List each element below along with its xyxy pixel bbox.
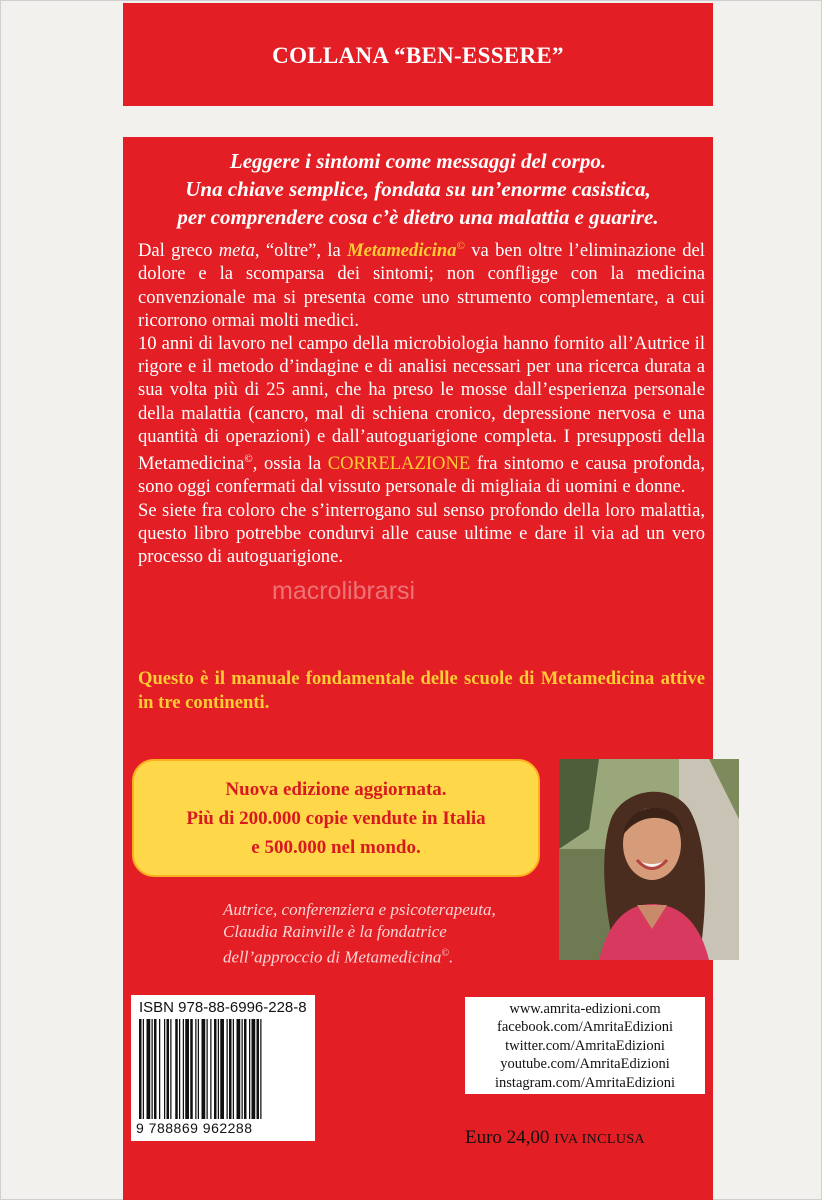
description-body (138, 235, 705, 568)
paragraph-1: Dal greco meta, “oltre”, la Metamedicina© va ben oltre l’eliminazione del dolore e la scomparsa dei sintomi; non confligge con la medicina convenzionale ma si presenta come uno strumento complementare, a cui ricorrono ormai molti medici. (138, 240, 705, 331)
barcode-bar (244, 1019, 247, 1119)
correlazione-highlight: CORRELAZIONE (327, 453, 471, 475)
barcode-bar (218, 1019, 219, 1119)
promo-line-3: e 500.000 nel mondo. (251, 837, 421, 858)
link-twitter[interactable]: twitter.com/AmritaEdizioni (505, 1037, 665, 1054)
barcode-bar (159, 1019, 160, 1119)
barcode-bar (170, 1019, 171, 1119)
price (465, 1127, 645, 1149)
barcode-bar (257, 1019, 260, 1119)
barcode-bar (152, 1019, 153, 1119)
barcode-bar (242, 1019, 243, 1119)
barcode-bar (260, 1019, 261, 1119)
barcode-bar (198, 1019, 199, 1119)
barcode-bar (190, 1019, 193, 1119)
barcode-bar (220, 1019, 224, 1119)
barcode-bars (137, 1019, 309, 1119)
intro-tagline (123, 147, 713, 231)
paragraph-3: Se siete fra coloro che s’interrogano sul senso profondo della loro malattia, questo libro potrebbe condurvi alle cause ultime e dare il via ad un vero processo di autoguarigione. (138, 499, 705, 568)
publisher-links (465, 997, 705, 1094)
isbn-barcode (131, 995, 315, 1141)
series-title: COLLANA “BEN-ESSERE” (272, 43, 564, 68)
barcode-bar (185, 1019, 189, 1119)
barcode-bar (214, 1019, 217, 1119)
barcode-bar (249, 1019, 250, 1119)
barcode-bar (233, 1019, 234, 1119)
link-facebook[interactable]: facebook.com/AmritaEdizioni (497, 1019, 673, 1036)
price-vat-note: IVA INCLUSA (554, 1132, 646, 1147)
barcode-bar (175, 1019, 178, 1119)
barcode-bar (167, 1019, 170, 1119)
barcode-bar (237, 1019, 241, 1119)
barcode-bar (179, 1019, 180, 1119)
brand-metamedicina: Metamedicina (347, 240, 457, 262)
promo-line-2: Più di 200.000 copie vendute in Italia (186, 808, 486, 829)
barcode-bar (154, 1019, 157, 1119)
promo-line-1: Nuova edizione aggiornata. (225, 779, 447, 800)
intro-line-1: Leggere i sintomi come messaggi del corpo. (229, 149, 607, 173)
promo-box (132, 759, 540, 877)
barcode-bar (143, 1019, 144, 1119)
barcode-bar (252, 1019, 256, 1119)
manual-statement: Questo è il manuale fondamentale delle scuole di Metamedicina attive in tre continenti. (138, 668, 705, 713)
barcode-bar (183, 1019, 184, 1119)
barcode-bar (139, 1019, 142, 1119)
barcode-bar (164, 1019, 165, 1119)
barcode-bar (227, 1019, 228, 1119)
watermark: macrolibrarsi (272, 577, 416, 605)
barcode-bar (195, 1019, 196, 1119)
intro-line-2: Una chiave semplice, fondata su un’enorme casistica, (185, 177, 651, 201)
author-photo (559, 759, 739, 960)
link-youtube[interactable]: youtube.com/AmritaEdizioni (500, 1056, 670, 1073)
barcode-bar (207, 1019, 208, 1119)
link-instagram[interactable]: instagram.com/AmritaEdizioni (495, 1074, 675, 1091)
link-website[interactable]: www.amrita-edizioni.com (509, 1001, 661, 1017)
author-bio: Autrice, conferenziera e psicoterapeuta, Claudia Rainville è la fondatrice dell’approccio di Metamedicina©. (223, 900, 496, 967)
barcode-bar (229, 1019, 232, 1119)
series-band (123, 3, 713, 106)
barcode-bar (147, 1019, 151, 1119)
barcode-bar (210, 1019, 211, 1119)
barcode-bar (202, 1019, 206, 1119)
barcode-digits: 9 788869 962288 (136, 1120, 253, 1136)
intro-line-3: per comprendere cosa c’è dietro una malattia e guarire. (177, 205, 659, 229)
isbn-label: ISBN 978-88-6996-228-8 (139, 999, 307, 1016)
price-amount: Euro 24,00 (465, 1127, 550, 1148)
paragraph-2: 10 anni di lavoro nel campo della microbiologia hanno fornito all’Autrice il rigore e il metodo d’indagine e di analisi necessari per una ricerca durata a sua volta più di 25 anni, che ha preso le mosse dall’esperienza personale della malattia (cancro, mal di schiena cronico, depressione nervosa e una quantità di operazioni) e dall’autoguarigione completa. I presupposti della Metamedicina©, ossia la CORRELAZIONE fra sintomo e causa profonda, sono oggi confermati dal vissuto personale di migliaia di uomini e donne. (138, 333, 705, 498)
